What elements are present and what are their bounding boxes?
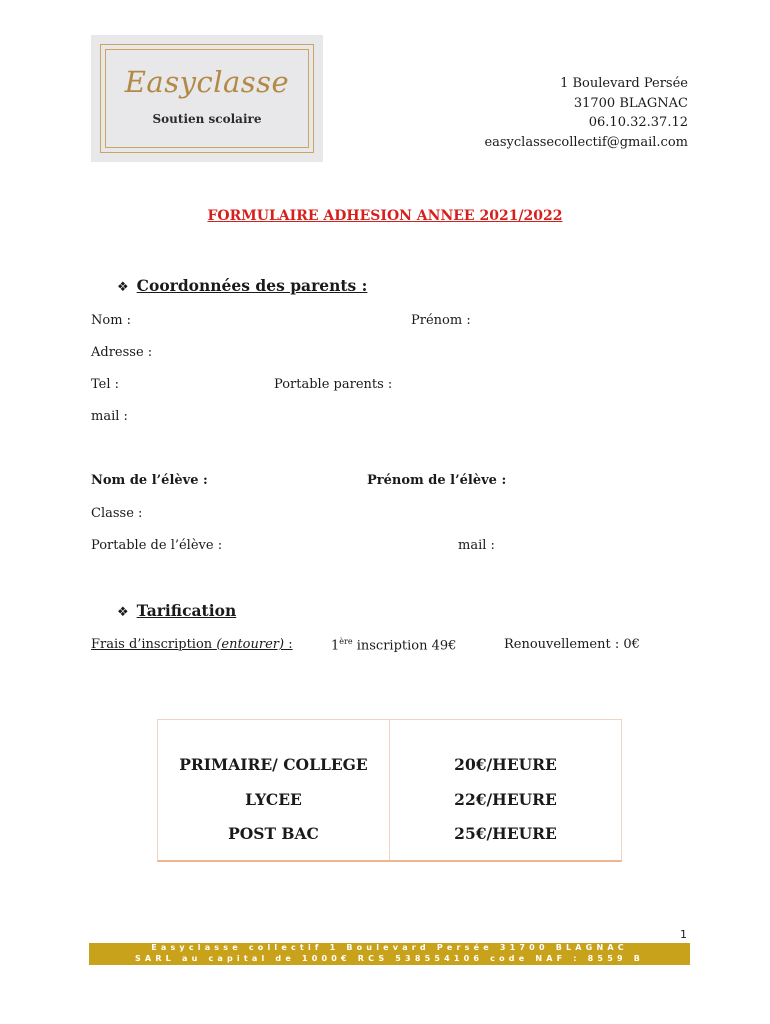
table-row-level: POST BAC: [228, 824, 319, 843]
address-city: 31700 BLAGNAC: [573, 95, 688, 111]
section-parents-heading: ❖ Coordonnées des parents :: [117, 276, 368, 295]
company-address: [484, 74, 688, 152]
table-row-price: 20€/HEURE: [454, 755, 557, 774]
frais-inscription: [91, 637, 293, 652]
footer-line-1: Easyclasse collectif 1 Boulevard Persée 31700 BLAGNAC: [151, 943, 628, 952]
footer-line-2: SARL au capital de 1000€ RCS 538554106 code NAF : 8559 B: [134, 954, 645, 963]
label-portable-eleve: Portable de l’élève :: [91, 538, 223, 553]
logo: [91, 35, 323, 162]
price-table: [157, 719, 622, 862]
table-row-price: 25€/HEURE: [454, 824, 557, 843]
page-number: 1: [680, 928, 687, 941]
section-tarification-heading: ❖ Tarification: [117, 601, 237, 620]
address-street: 1 Boulevard Persée: [560, 76, 688, 91]
frais-label: Frais d’inscription (entourer) :: [91, 637, 293, 652]
address-email: easyclassecollectif@gmail.com: [484, 134, 688, 150]
address-phone: 06.10.32.37.12: [588, 115, 688, 130]
label-classe: Classe :: [91, 506, 143, 521]
table-row-price: 22€/HEURE: [454, 790, 557, 809]
label-mail-eleve: mail :: [458, 538, 495, 553]
label-portable-parents: Portable parents :: [274, 377, 393, 392]
label-nom: Nom :: [91, 313, 132, 328]
logo-tagline: Soutien scolaire: [152, 112, 262, 126]
footer-bar: [89, 943, 690, 965]
diamond-bullet-icon: ❖: [117, 605, 129, 620]
label-nom-eleve: Nom de l’élève :: [91, 473, 208, 488]
option-premiere-inscription: 1ère inscription 49€: [331, 637, 457, 654]
logo-brand: Easyclasse: [124, 65, 290, 99]
label-mail-parents: mail :: [91, 409, 128, 424]
label-adresse: Adresse :: [91, 345, 153, 360]
diamond-bullet-icon: ❖: [117, 280, 129, 295]
label-prenom-eleve: Prénom de l’élève :: [367, 473, 507, 488]
label-prenom: Prénom :: [411, 313, 471, 328]
label-tel: Tel :: [91, 377, 120, 392]
option-renouvellement: Renouvellement : 0€: [504, 637, 640, 652]
table-row-level: PRIMAIRE/ COLLEGE: [179, 755, 368, 774]
form-title: FORMULAIRE ADHESION ANNEE 2021/2022: [207, 208, 563, 224]
table-row-level: LYCEE: [245, 790, 302, 809]
